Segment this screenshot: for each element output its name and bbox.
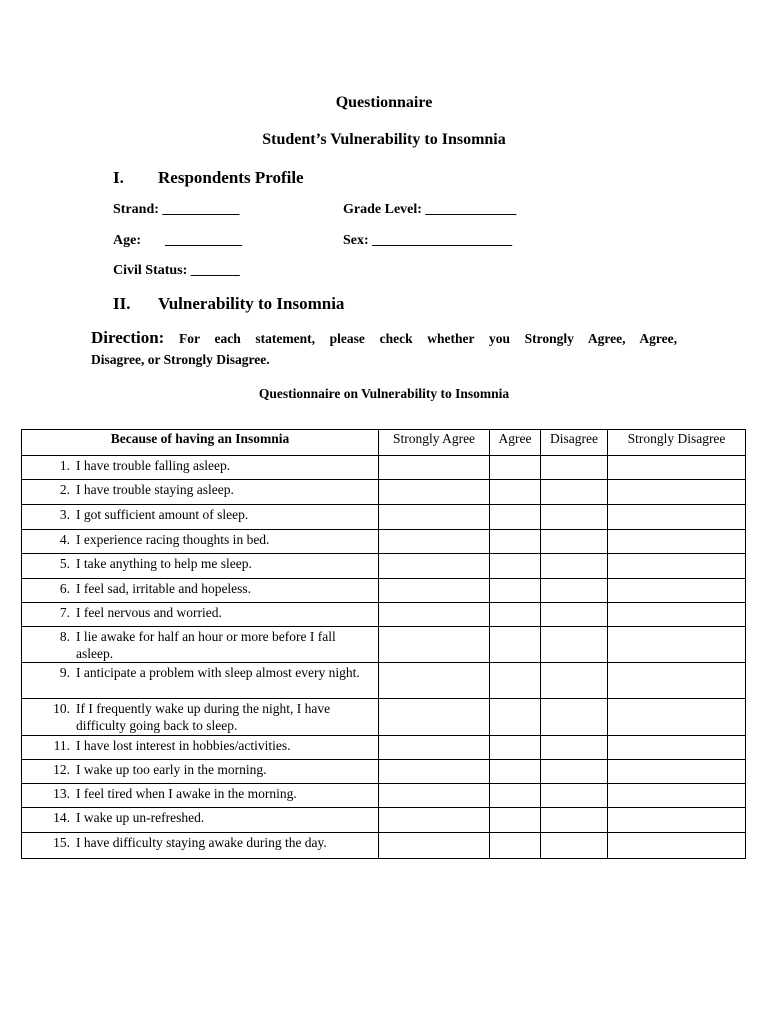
statement-cell <box>22 456 379 480</box>
statement-cell <box>22 505 379 530</box>
section-2-number: II. <box>113 294 131 313</box>
agree-checkbox[interactable] <box>490 808 541 833</box>
direction-line-2: Disagree, or Strongly Disagree. <box>91 352 270 367</box>
document-subtitle: Student’s Vulnerability to Insomnia <box>262 131 506 148</box>
strand-field[interactable]: Strand: ___________ <box>113 202 240 217</box>
strongly-agree-checkbox[interactable] <box>379 456 490 480</box>
strongly-agree-checkbox[interactable] <box>379 480 490 505</box>
row-statement: I anticipate a problem with sleep almost every night. <box>76 665 360 680</box>
strongly-disagree-checkbox[interactable] <box>608 663 746 699</box>
row-number: 15. <box>53 835 70 850</box>
agree-checkbox[interactable] <box>490 554 541 579</box>
table-row <box>22 456 746 480</box>
strongly-agree-checkbox[interactable] <box>379 784 490 808</box>
row-statement: If I frequently wake up during the night, I have difficulty going back to sleep. <box>76 701 331 733</box>
statement-cell <box>22 663 379 699</box>
statement-cell <box>22 760 379 784</box>
strongly-agree-checkbox[interactable] <box>379 579 490 603</box>
section-1-number: I. <box>113 168 124 187</box>
row-number: 14. <box>53 810 70 825</box>
table-row <box>22 760 746 784</box>
agree-checkbox[interactable] <box>490 530 541 554</box>
strongly-agree-checkbox[interactable] <box>379 530 490 554</box>
disagree-checkbox[interactable] <box>541 505 608 530</box>
statement-cell <box>22 554 379 579</box>
statement-cell <box>22 833 379 859</box>
row-statement: I feel tired when I awake in the morning. <box>76 786 297 801</box>
row-statement: I have trouble falling asleep. <box>76 458 231 473</box>
questionnaire-table <box>21 429 746 859</box>
agree-checkbox[interactable] <box>490 603 541 627</box>
table-row <box>22 505 746 530</box>
disagree-checkbox[interactable] <box>541 663 608 699</box>
table-row <box>22 736 746 760</box>
table-row <box>22 833 746 859</box>
agree-checkbox[interactable] <box>490 456 541 480</box>
row-number: 7. <box>59 605 70 620</box>
strongly-agree-checkbox[interactable] <box>379 663 490 699</box>
disagree-checkbox[interactable] <box>541 530 608 554</box>
statement-cell <box>22 699 379 736</box>
disagree-checkbox[interactable] <box>541 736 608 760</box>
table-row <box>22 808 746 833</box>
statement-cell <box>22 736 379 760</box>
strongly-disagree-checkbox[interactable] <box>608 603 746 627</box>
age-field[interactable]: ___________ <box>165 233 242 248</box>
agree-checkbox[interactable] <box>490 627 541 663</box>
table-row <box>22 579 746 603</box>
agree-checkbox[interactable] <box>490 699 541 736</box>
strongly-disagree-checkbox[interactable] <box>608 579 746 603</box>
table-row <box>22 530 746 554</box>
header-strongly-disagree: Strongly Disagree <box>608 430 746 456</box>
disagree-checkbox[interactable] <box>541 627 608 663</box>
table-row <box>22 784 746 808</box>
strongly-disagree-checkbox[interactable] <box>608 736 746 760</box>
civil-status-field[interactable]: Civil Status: _______ <box>113 263 240 278</box>
strongly-disagree-checkbox[interactable] <box>608 808 746 833</box>
disagree-checkbox[interactable] <box>541 784 608 808</box>
row-number: 2. <box>59 482 70 497</box>
table-row <box>22 554 746 579</box>
row-statement: I lie awake for half an hour or more before I fall asleep. <box>76 629 336 661</box>
strongly-disagree-checkbox[interactable] <box>608 760 746 784</box>
row-statement: I have difficulty staying awake during the day. <box>76 835 327 850</box>
disagree-checkbox[interactable] <box>541 833 608 859</box>
strongly-agree-checkbox[interactable] <box>379 699 490 736</box>
row-statement: I experience racing thoughts in bed. <box>76 532 270 547</box>
strongly-disagree-checkbox[interactable] <box>608 456 746 480</box>
strongly-agree-checkbox[interactable] <box>379 505 490 530</box>
disagree-checkbox[interactable] <box>541 699 608 736</box>
header-disagree: Disagree <box>541 430 608 456</box>
row-statement: I wake up un-refreshed. <box>76 810 205 825</box>
row-statement: I wake up too early in the morning. <box>76 762 267 777</box>
table-row <box>22 699 746 736</box>
strongly-disagree-checkbox[interactable] <box>608 505 746 530</box>
age-label: Age: <box>113 233 141 248</box>
agree-checkbox[interactable] <box>490 760 541 784</box>
row-number: 12. <box>53 762 70 777</box>
agree-checkbox[interactable] <box>490 663 541 699</box>
direction-text <box>91 327 677 370</box>
header-agree: Agree <box>490 430 541 456</box>
strongly-disagree-checkbox[interactable] <box>608 480 746 505</box>
disagree-checkbox[interactable] <box>541 603 608 627</box>
row-number: 11. <box>53 738 70 753</box>
strongly-disagree-checkbox[interactable] <box>608 554 746 579</box>
row-number: 5. <box>59 556 70 571</box>
row-number: 4. <box>59 532 70 547</box>
section-2-title: Vulnerability to Insomnia <box>158 294 345 313</box>
agree-checkbox[interactable] <box>490 833 541 859</box>
strongly-agree-checkbox[interactable] <box>379 760 490 784</box>
disagree-checkbox[interactable] <box>541 579 608 603</box>
strongly-disagree-checkbox[interactable] <box>608 627 746 663</box>
statement-cell <box>22 784 379 808</box>
statement-cell <box>22 603 379 627</box>
row-number: 1. <box>59 458 70 473</box>
agree-checkbox[interactable] <box>490 480 541 505</box>
row-statement: I have trouble staying asleep. <box>76 482 234 497</box>
statement-cell <box>22 579 379 603</box>
strongly-disagree-checkbox[interactable] <box>608 833 746 859</box>
direction-line-1: For each statement, please check whether you Strongly Agree, Agree, <box>179 331 678 346</box>
table-row <box>22 480 746 505</box>
agree-checkbox[interactable] <box>490 784 541 808</box>
strongly-agree-checkbox[interactable] <box>379 736 490 760</box>
disagree-checkbox[interactable] <box>541 808 608 833</box>
table-title: Questionnaire on Vulnerability to Insomnia <box>258 386 510 401</box>
statement-cell <box>22 530 379 554</box>
strongly-agree-checkbox[interactable] <box>379 627 490 663</box>
strongly-disagree-checkbox[interactable] <box>608 784 746 808</box>
disagree-checkbox[interactable] <box>541 760 608 784</box>
row-number: 9. <box>59 665 70 680</box>
statement-cell <box>22 480 379 505</box>
strongly-disagree-checkbox[interactable] <box>608 699 746 736</box>
row-statement: I feel nervous and worried. <box>76 605 222 620</box>
direction-label: Direction: <box>91 328 165 347</box>
table-row <box>22 663 746 699</box>
disagree-checkbox[interactable] <box>541 480 608 505</box>
table-row <box>22 603 746 627</box>
row-number: 3. <box>59 507 70 522</box>
row-number: 13. <box>53 786 70 801</box>
row-number: 10. <box>53 701 70 716</box>
table-header-row <box>22 430 746 456</box>
table-row <box>22 627 746 663</box>
agree-checkbox[interactable] <box>490 579 541 603</box>
grade-level-field[interactable]: Grade Level: _____________ <box>343 202 517 217</box>
disagree-checkbox[interactable] <box>541 554 608 579</box>
header-statement: Because of having an Insomnia <box>22 430 379 456</box>
row-number: 6. <box>59 581 70 596</box>
header-strongly-agree: Strongly Agree <box>379 430 490 456</box>
agree-checkbox[interactable] <box>490 505 541 530</box>
sex-field[interactable]: Sex: ____________________ <box>343 233 513 248</box>
statement-cell <box>22 627 379 663</box>
document-title: Questionnaire <box>335 94 433 111</box>
disagree-checkbox[interactable] <box>541 456 608 480</box>
row-statement: I got sufficient amount of sleep. <box>76 507 249 522</box>
strongly-agree-checkbox[interactable] <box>379 554 490 579</box>
row-statement: I have lost interest in hobbies/activities. <box>76 738 291 753</box>
row-statement: I feel sad, irritable and hopeless. <box>76 581 252 596</box>
row-number: 8. <box>59 629 70 644</box>
row-statement: I take anything to help me sleep. <box>76 556 252 571</box>
section-1-title: Respondents Profile <box>158 168 304 187</box>
strongly-agree-checkbox[interactable] <box>379 808 490 833</box>
strongly-agree-checkbox[interactable] <box>379 833 490 859</box>
strongly-agree-checkbox[interactable] <box>379 603 490 627</box>
strongly-disagree-checkbox[interactable] <box>608 530 746 554</box>
statement-cell <box>22 808 379 833</box>
agree-checkbox[interactable] <box>490 736 541 760</box>
